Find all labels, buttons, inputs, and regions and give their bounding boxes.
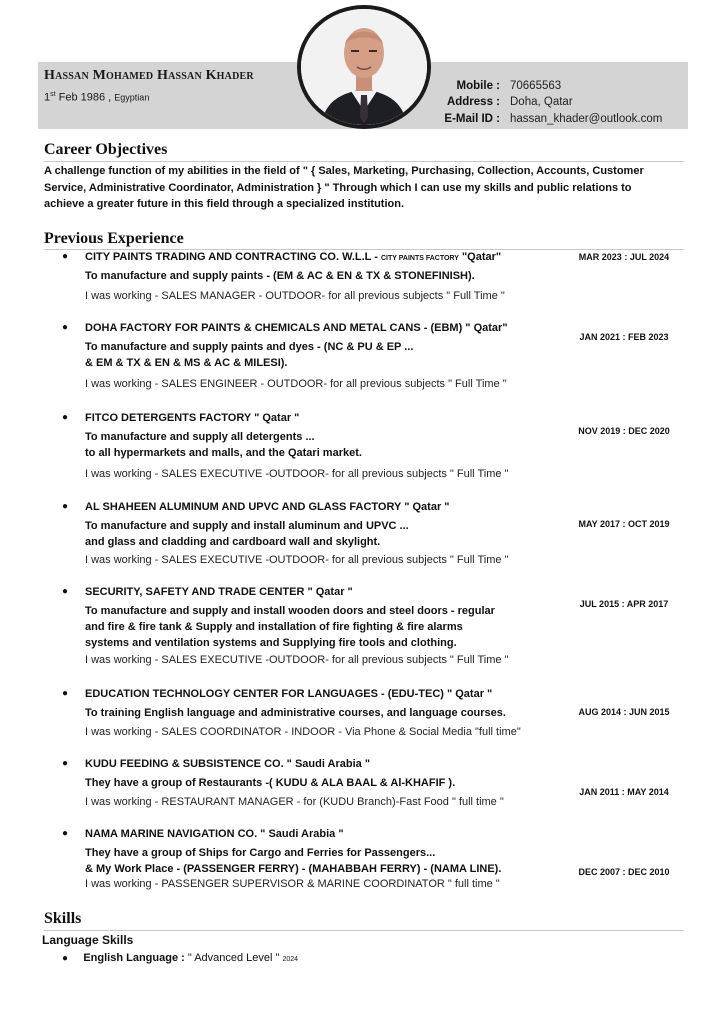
bullet-icon: ● — [62, 828, 69, 839]
job-description: To manufacture and supply paints - (EM & AC & EN & TX & STONEFINISH). — [85, 270, 475, 282]
language-year: 2024 — [282, 956, 299, 963]
language-skill-item: ● English Language : " Advanced Level " 2024 — [62, 952, 299, 964]
previous-experience-heading: Previous Experience — [44, 230, 184, 247]
company-name: AL SHAHEEN ALUMINUM AND UPVC AND GLASS FACTORY " Qatar " — [85, 501, 450, 513]
job-role: I was working - SALES EXECUTIVE -OUTDOOR- for all previous subjects " Full Time " — [85, 468, 509, 480]
job-dates: JUL 2015 : APR 2017 — [579, 599, 669, 609]
company-name: SECURITY, SAFETY AND TRADE CENTER " Qatar " — [85, 586, 353, 598]
bullet-icon: ● — [62, 953, 69, 964]
bullet-icon: ● — [62, 586, 69, 597]
bullet-icon: ● — [62, 688, 69, 699]
job-description: To manufacture and supply and install aluminum and UPVC ... and glass and cladding and cardboard wall and skylight. — [85, 520, 409, 548]
job-description: They have a group of Ships for Cargo and Ferries for Passengers... & My Work Place - (PASSENGER FERRY) - (MAHABBAH FERRY) - (NAMA LINE). — [85, 847, 502, 875]
job-role: I was working - SALES COORDINATOR - INDOOR - Via Phone & Social Media "full time" — [85, 726, 521, 738]
bullet-icon: ● — [62, 412, 69, 423]
job-role: I was working - SALES ENGINEER - OUTDOOR- for all previous subjects " Full Time " — [85, 378, 507, 390]
job-description: They have a group of Restaurants -( KUDU & ALA BAAL & Al-KHAFIF ). — [85, 777, 456, 789]
email-value: hassan_khader@outlook.com — [510, 113, 663, 125]
nationality: Egyptian — [114, 92, 150, 103]
language-level: " Advanced Level " — [187, 952, 280, 964]
company-name: CITY PAINTS TRADING AND CONTRACTING CO. W.L.L - CITY PAINTS FACTORY "Qatar" — [85, 251, 502, 263]
company-name: EDUCATION TECHNOLOGY CENTER FOR LANGUAGES - (EDU-TEC) " Qatar " — [85, 688, 493, 700]
divider — [44, 249, 684, 250]
candidate-name: Hassan Mohamed Hassan Khader — [44, 68, 254, 83]
job-description: To training English language and administrative courses, and language courses. — [85, 707, 506, 719]
bullet-icon: ● — [62, 501, 69, 512]
job-description: To manufacture and supply paints and dyes - (NC & PU & EP ... & EM & TX & EN & MS & AC & MILESI). — [85, 341, 414, 369]
bullet-icon: ● — [62, 322, 69, 333]
bullet-icon: ● — [62, 758, 69, 769]
job-description: To manufacture and supply and install wooden doors and steel doors - regular and fire & fire tank & Supply and installation of fire fighting & fire alarms systems and ventilation systems and Supplying fire tools and clothing. — [85, 605, 495, 649]
skills-heading: Skills — [44, 910, 82, 927]
job-dates: MAR 2023 : JUL 2024 — [578, 252, 670, 262]
divider — [44, 161, 684, 162]
job-role: I was working - SALES MANAGER - OUTDOOR- for all previous subjects " Full Time " — [85, 290, 505, 302]
bullet-icon: ● — [62, 251, 69, 262]
company-name: NAMA MARINE NAVIGATION CO. " Saudi Arabia " — [85, 828, 344, 840]
company-name: DOHA FACTORY FOR PAINTS & CHEMICALS AND METAL CANS - (EBM) " Qatar" — [85, 322, 508, 334]
job-dates: MAY 2017 : OCT 2019 — [578, 519, 670, 529]
job-dates: JAN 2021 : FEB 2023 — [579, 332, 669, 342]
job-dates: AUG 2014 : JUN 2015 — [578, 707, 670, 717]
mobile-value: 70665563 — [510, 80, 562, 92]
language-name: English Language — [83, 952, 179, 964]
job-dates: JAN 2011 : MAY 2014 — [579, 787, 669, 797]
company-name: FITCO DETERGENTS FACTORY " Qatar " — [85, 412, 300, 424]
job-role: I was working - SALES EXECUTIVE -OUTDOOR- for all previous subjects " Full Time " — [85, 554, 509, 566]
job-role: I was working - PASSENGER SUPERVISOR & MARINE COORDINATOR " full time " — [85, 878, 500, 890]
career-objectives-text: A challenge function of my abilities in the field of " { Sales, Marketing, Purchasing, Collection, Accounts, Customer Service, Administrative Coordinator, Administration } " Through which I can use my skills and public relations to achieve a greater future in this field through a specialized institution. — [44, 165, 644, 210]
language-skills-heading: Language Skills — [42, 933, 134, 947]
company-name: KUDU FEEDING & SUBSISTENCE CO. " Saudi Arabia " — [85, 758, 371, 770]
profile-photo — [297, 5, 431, 129]
job-role: I was working - SALES EXECUTIVE -OUTDOOR- for all previous subjects " Full Time " — [85, 654, 509, 666]
job-dates: NOV 2019 : DEC 2020 — [578, 426, 670, 436]
birth-date: 1st Feb 1986 , Egyptian — [44, 91, 150, 104]
divider — [44, 930, 684, 931]
address-value: Doha, Qatar — [510, 96, 573, 108]
job-dates: DEC 2007 : DEC 2010 — [578, 867, 670, 877]
job-description: To manufacture and supply all detergents ... to all hypermarkets and malls, and the Qatari market. — [85, 431, 362, 459]
career-objectives-heading: Career Objectives — [44, 141, 168, 158]
job-role: I was working - RESTAURANT MANAGER - for (KUDU Branch)-Fast Food " full time " — [85, 796, 504, 808]
